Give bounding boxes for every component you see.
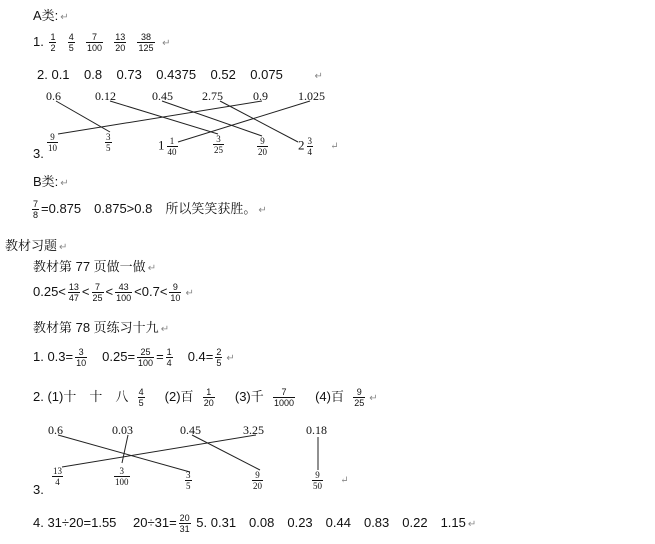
- ex3-top-4: 0.18: [306, 423, 327, 437]
- ex1: 1. 0.3= $\frac{3}{10}$ 0.25= $\frac{25}{100}$ = $\frac{1}{4}$ 0.4= $\frac{2}{5}$ ↵: [33, 347, 235, 369]
- a-top-3: 2.75: [202, 89, 223, 103]
- p77-title: 教材第 77 页做一做 ↵: [33, 259, 157, 274]
- a-q2: 2. 0.1 0.8 0.73 0.4375 0.52 0.075 ↵: [37, 67, 323, 82]
- ex3-bottom-4: $\frac{9}{50}$ ↵: [313, 470, 349, 491]
- a-bottom-5: 2 $\frac{3}{4}$ ↵: [298, 136, 339, 157]
- fraction: $\frac{7}{100}$: [86, 32, 102, 53]
- ex3-bottom-1: $\frac{3}{100}$: [115, 466, 129, 487]
- b-answer: $\frac{7}{8}$ =0.875 0.875>0.8 所以笑笑获胜。 ↵: [33, 199, 267, 221]
- fraction: $\frac{38}{125}$: [138, 32, 154, 53]
- p78-title: 教材第 78 页练习十九 ↵: [33, 320, 170, 335]
- a-top-4: 0.9: [253, 89, 268, 103]
- a-bottom-2: 1 $\frac{1}{40}$: [158, 136, 177, 157]
- fraction: $\frac{7}{8}$: [33, 199, 39, 221]
- a-bottom-3: $\frac{3}{25}$: [214, 134, 223, 155]
- fraction: $\frac{1}{2}$: [50, 32, 56, 53]
- a-q1: 1. $\frac{1}{2}$ $\frac{4}{5}$ $\frac{7}{100}$ $\frac{13}{20}$ $\frac{38}{125}$ ↵: [33, 32, 171, 53]
- textbook-title: 教材习题 ↵: [5, 238, 68, 253]
- section-b-title: B类: ↵: [33, 174, 69, 189]
- a-bottom-1: $\frac{3}{5}$: [106, 132, 111, 153]
- p77-answer: 0.25< $\frac{13}{47}$ < $\frac{7}{25}$ < $\frac{43}{100}$ <0.7< $\frac{9}{10}$ ↵: [33, 282, 194, 303]
- ex3-top-1: 0.03: [112, 423, 133, 437]
- ex3-bottom-2: $\frac{3}{5}$: [186, 470, 191, 491]
- ex3-bottom-0: $\frac{13}{4}$: [53, 466, 62, 487]
- ex3-top-3: 3.25: [243, 423, 264, 437]
- section-a-title: A类: ↵: [33, 8, 69, 23]
- fraction: $\frac{13}{20}$: [115, 32, 126, 53]
- ex4-ex5: 4. 31÷20=1.55 20÷31= $\frac{20}{31}$ 5. 0.31 0.08 0.23 0.44 0.83 0.22 1.15 ↵: [33, 513, 477, 535]
- a-bottom-0: $\frac{9}{10}$: [48, 132, 57, 153]
- ex3-bottom-3: $\frac{9}{20}$: [253, 470, 262, 491]
- a-top-5: 1.025: [298, 89, 325, 103]
- a-top-1: 0.12: [95, 89, 116, 103]
- ex3-top-0: 0.6: [48, 423, 63, 437]
- a-top-0: 0.6: [46, 89, 61, 103]
- a-top-2: 0.45: [152, 89, 173, 103]
- a-bottom-4: $\frac{9}{20}$: [258, 136, 267, 157]
- ex3-top-2: 0.45: [180, 423, 201, 437]
- a-q3-label: 3.: [33, 146, 44, 161]
- fraction: $\frac{4}{5}$: [68, 32, 74, 53]
- ex2: 2. (1)十 十 八 $\frac{4}{5}$ (2)百 $\frac{1}{20}$ (3)千 $\frac{7}{1000}$ (4)百 $\frac{9}{25}$ ↵: [33, 387, 378, 409]
- ex3-label: 3.: [33, 482, 44, 497]
